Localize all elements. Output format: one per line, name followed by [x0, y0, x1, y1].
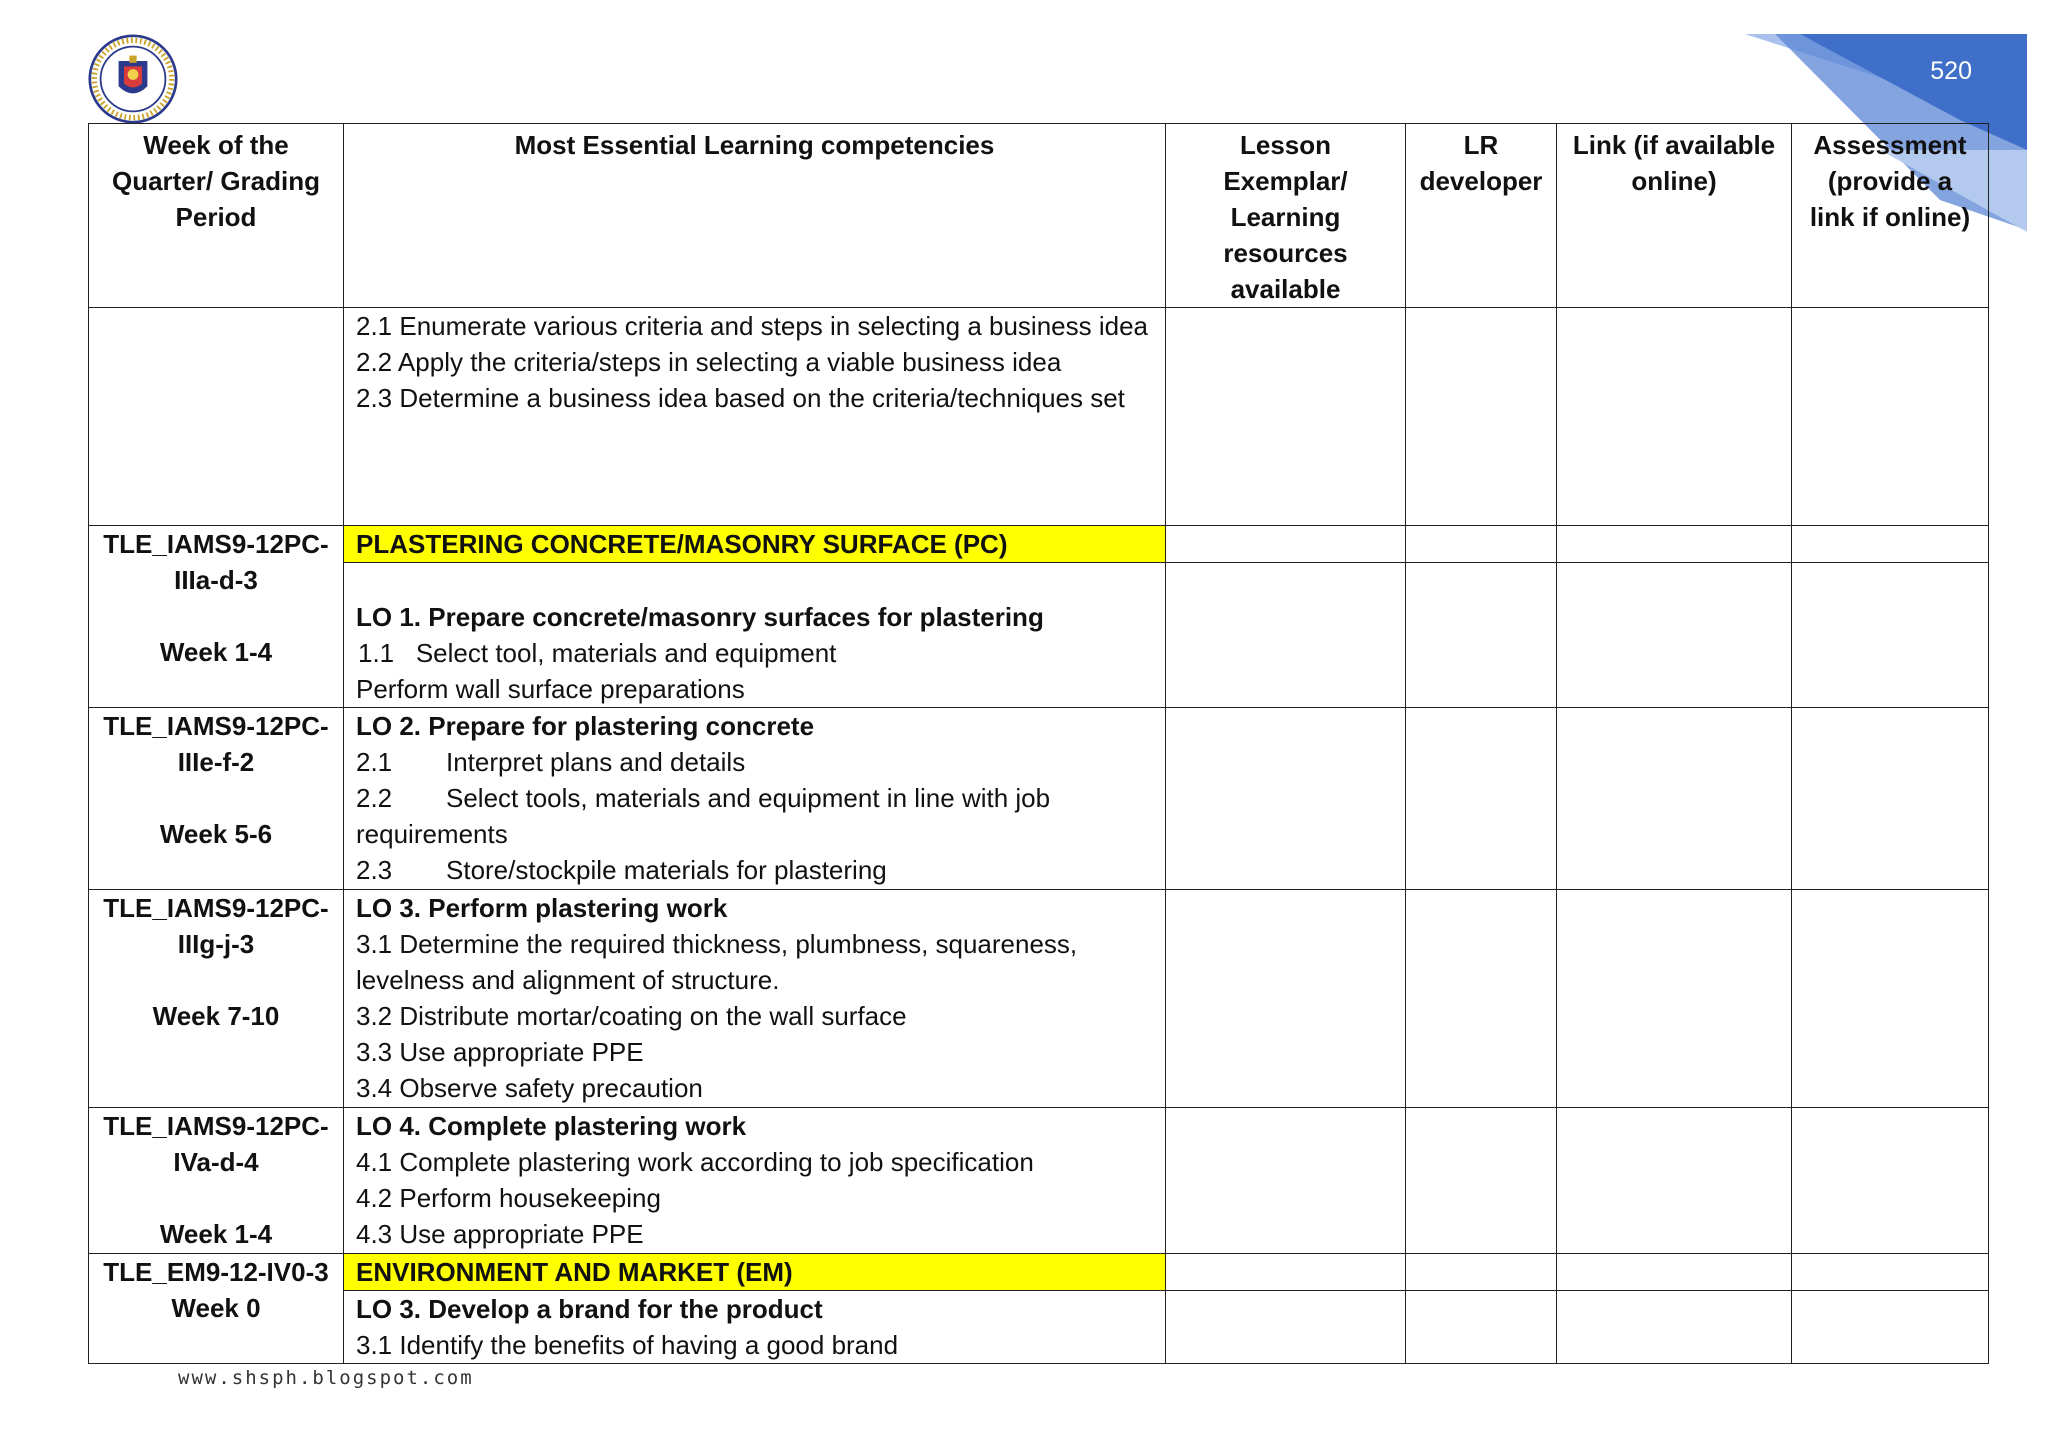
lesson-cell: [1166, 1254, 1406, 1291]
table-row: [89, 1108, 1989, 1254]
link-cell: [1557, 890, 1792, 1108]
lesson-cell: [1166, 563, 1406, 708]
competency-code: TLE_IAMS9-12PC-IVa-d-4: [103, 1111, 329, 1177]
lesson-cell: [1166, 1108, 1406, 1254]
section-row: [89, 1254, 1989, 1291]
deped-seal-logo: [88, 34, 178, 124]
mel-item: Perform wall surface preparations: [356, 674, 745, 704]
mel-item: 3.1 Determine the required thickness, plumbness, squareness,: [356, 929, 1078, 959]
mel-table: [88, 123, 1989, 1364]
mel-item: 3.3 Use appropriate PPE: [356, 1037, 644, 1067]
learning-outcome: LO 3. Perform plastering work: [356, 893, 728, 923]
link-cell: [1557, 563, 1792, 708]
lesson-cell: [1166, 890, 1406, 1108]
mel-item: levelness and alignment of structure.: [356, 965, 780, 995]
section-title: ENVIRONMENT AND MARKET (EM): [344, 1254, 1166, 1291]
mel-item: 2.2 Select tools, materials and equipment in line with job: [356, 783, 1051, 813]
mel-cell: [344, 890, 1166, 1108]
header-lr-developer: LR developer: [1406, 124, 1557, 308]
lr-cell: [1406, 1254, 1557, 1291]
mel-item: 2.1 Enumerate various criteria and steps in selecting a business idea: [356, 311, 1148, 341]
week-label: Week 1-4: [159, 637, 273, 667]
week-cell: [89, 1254, 344, 1364]
week-label: Week 5-6: [159, 819, 273, 849]
link-cell: [1557, 526, 1792, 563]
learning-outcome: LO 2. Prepare for plastering concrete: [356, 711, 815, 741]
week-label: Week 7-10: [152, 1001, 280, 1031]
assessment-cell: [1792, 563, 1989, 708]
assessment-cell: [1792, 708, 1989, 890]
table-row: [89, 708, 1989, 890]
mel-cell: [344, 708, 1166, 890]
week-cell: [89, 890, 344, 1108]
competency-code: TLE_IAMS9-12PC-IIIe-f-2: [103, 711, 329, 777]
mel-item: 2.3 Store/stockpile materials for plastering: [356, 855, 887, 885]
lr-cell: [1406, 1291, 1557, 1364]
mel-item: 4.3 Use appropriate PPE: [356, 1219, 644, 1249]
learning-outcome: LO 1. Prepare concrete/masonry surfaces for plastering: [356, 602, 1044, 632]
link-cell: [1557, 1291, 1792, 1364]
competency-code: TLE_IAMS9-12PC-IIIa-d-3: [103, 529, 329, 595]
mel-item: 1.1 Select tool, materials and equipment: [358, 638, 837, 668]
mel-item: 3.2 Distribute mortar/coating on the wall surface: [356, 1001, 907, 1031]
section-row: [89, 526, 1989, 563]
lr-cell: [1406, 526, 1557, 563]
link-cell: [1557, 708, 1792, 890]
learning-outcome: LO 4. Complete plastering work: [356, 1111, 747, 1141]
week-cell: [89, 308, 344, 526]
section-title: PLASTERING CONCRETE/MASONRY SURFACE (PC): [344, 526, 1166, 563]
competency-code: TLE_IAMS9-12PC-IIIg-j-3: [103, 893, 329, 959]
link-cell: [1557, 1108, 1792, 1254]
lesson-cell: [1166, 526, 1406, 563]
table-header-row: [89, 124, 1989, 308]
mel-item: 4.2 Perform housekeeping: [356, 1183, 661, 1213]
mel-cell: [344, 308, 1166, 526]
header-link: Link (if available online): [1557, 124, 1792, 308]
header-lesson-exemplar: Lesson Exemplar/ Learning resources available: [1166, 124, 1406, 308]
assessment-cell: [1792, 526, 1989, 563]
footer-url: www.shsph.blogspot.com: [178, 1367, 474, 1389]
mel-cell: [344, 1291, 1166, 1364]
week-cell: [89, 708, 344, 890]
lr-cell: [1406, 308, 1557, 526]
assessment-cell: [1792, 1291, 1989, 1364]
mel-cell: [344, 1108, 1166, 1254]
mel-item: 2.1 Interpret plans and details: [356, 747, 746, 777]
page-number: 520: [1930, 57, 1972, 85]
mel-item: 2.2 Apply the criteria/steps in selecting a viable business idea: [356, 347, 1062, 377]
lesson-cell: [1166, 308, 1406, 526]
mel-item: requirements: [356, 819, 508, 849]
assessment-cell: [1792, 1108, 1989, 1254]
week-label: Week 1-4: [159, 1219, 273, 1249]
table-row: [89, 308, 1989, 526]
week-cell: [89, 1108, 344, 1254]
assessment-cell: [1792, 1254, 1989, 1291]
mel-item: 2.3 Determine a business idea based on the criteria/techniques set: [356, 383, 1125, 413]
table-row: [89, 890, 1989, 1108]
learning-outcome: LO 3. Develop a brand for the product: [356, 1294, 823, 1324]
mel-item: 3.4 Observe safety precaution: [356, 1073, 703, 1103]
mel-item: 3.1 Identify the benefits of having a good brand: [356, 1330, 899, 1360]
lr-cell: [1406, 1108, 1557, 1254]
lr-cell: [1406, 708, 1557, 890]
week-cell: [89, 526, 344, 708]
mel-cell: [344, 563, 1166, 708]
header-week: Week of the Quarter/ Grading Period: [89, 124, 344, 308]
header-mel: Most Essential Learning competencies: [344, 124, 1166, 308]
assessment-cell: [1792, 890, 1989, 1108]
table-row: [89, 1291, 1989, 1364]
lr-cell: [1406, 563, 1557, 708]
mel-item: 4.1 Complete plastering work according to job specification: [356, 1147, 1034, 1177]
link-cell: [1557, 308, 1792, 526]
table-row: [89, 563, 1989, 708]
link-cell: [1557, 1254, 1792, 1291]
competency-code: TLE_EM9-12-IV0-3: [103, 1257, 329, 1287]
lesson-cell: [1166, 708, 1406, 890]
lr-cell: [1406, 890, 1557, 1108]
assessment-cell: [1792, 308, 1989, 526]
week-label: Week 0: [171, 1293, 261, 1323]
lesson-cell: [1166, 1291, 1406, 1364]
header-assessment: Assessment (provide a link if online): [1792, 124, 1989, 308]
